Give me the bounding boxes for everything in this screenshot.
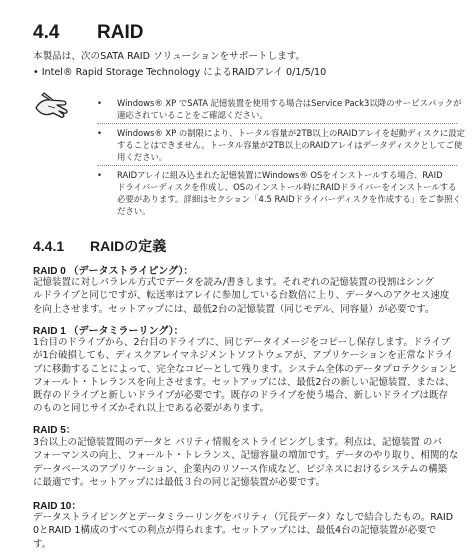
body-line: 1台目のドライブから、2台目のドライブに、同じデータイメージをコピーし保存します。ドライブ — [33, 337, 451, 348]
section-heading — [33, 22, 143, 44]
body-line: データベースのアプリケーション、企業内のリソース作成など、ビジネスにおけるシステムの構築 — [33, 463, 448, 475]
body-line: 0とRAID 1構成のすべての利点が得られます。セットアップには、最低4台の記憶装置が必要で — [33, 525, 437, 537]
raid5-description — [33, 436, 459, 489]
note-line: ださい。 — [117, 206, 151, 216]
raid10-title: RAID 10： — [33, 501, 82, 512]
body-line: フォーマンスの向上、フォールト・トレランス、記憶容量の増加です。データのやり取り、相関的な — [33, 450, 459, 462]
body-line: す。 — [33, 538, 52, 550]
section-title: RAID — [97, 22, 144, 43]
body-line: ブに移動することによって、完全なコピーとして残ります。システム全体のデータプロテクションと — [33, 363, 458, 375]
bullet: • — [97, 128, 102, 138]
raid1-title: RAID 1 （データミラーリング）： — [33, 326, 184, 337]
subsection-heading — [33, 236, 166, 256]
pencil-hand-icon — [33, 92, 77, 122]
body-line: 記憶装置に対しパラレル方式でデータを読み/書きします。それぞれの記憶装置の役割はシング — [33, 277, 434, 288]
note-line: 用ください。 — [117, 152, 168, 162]
intro-text: 本製品は、次のSATA RAID ソリューションをサポートします。 — [33, 51, 306, 62]
raid0-title: RAID 0 （データストライピング）： — [33, 266, 194, 277]
body-line: データストライピングとデータミラーリングをパリティ（冗長データ）なしで結合したもの。RAID — [33, 512, 454, 523]
body-line: 既存のドライブと新しいドライブが必要です。既存のドライブを使う場合、新しいドライブは既存 — [33, 390, 448, 402]
raid1-description — [33, 336, 458, 416]
note-line: RAIDアレイに組み込まれた記憶装置にWindows® OSをインストールする場合、RAID — [117, 170, 443, 180]
body-line: のものと同じサイズかそれ以上である必要があります。 — [33, 403, 269, 415]
bullet: • — [97, 98, 102, 108]
section-number: 4.4 — [33, 22, 60, 43]
raid10-description — [33, 511, 453, 551]
note-divider — [97, 165, 457, 166]
note-line: することはできません。トータル容量が2TB以上のRAIDアレイはデータディスクとしてご使 — [117, 140, 463, 150]
note-divider — [97, 123, 457, 124]
subsection-number: 4.4.1 — [33, 238, 65, 254]
raid0-description — [33, 276, 453, 316]
bullet: • — [97, 170, 102, 180]
body-line: ルドライブと同じですが、転送率はアレイに参加している台数倍に上り、データへのアクセス速度 — [33, 290, 450, 302]
note-line: Windows® XP の制限により、トータル容量が2TB以上のRAIDアレイを起動ディスクに設定 — [117, 128, 466, 138]
intro-bullet: • Intel® Rapid Storage Technology によるRAIDアレイ 0/1/5/10 — [33, 67, 327, 78]
note-line: ドライバーディスクを作成し、OSのインストール時にRAIDドライバーをインストールする — [117, 182, 457, 192]
subsection-title: RAIDの定義 — [90, 238, 167, 254]
body-line: フォールト・トレランスを向上させます。セットアップには、最低2台の新しい記憶装置、または、 — [33, 376, 455, 388]
note-line: 必要があります。詳細はセクション「4.5 RAIDドライバーディスクを作成する」をご参照く — [117, 194, 462, 204]
body-line: に最適です。セットアップには最低３台の同じ記憶装置が必要です。 — [33, 476, 326, 488]
body-line: を向上させます。セットアップには、最低2台の記憶装置（同じモデル、同容量）が必要です。 — [33, 303, 435, 315]
body-line: 3台以上の記憶装置間のデータと パリティ情報をストライピングします。利点は、記憶装置 のパ — [33, 437, 442, 448]
note-line: 適応されていることをご確認ください。 — [117, 110, 268, 120]
raid5-title: RAID 5： — [33, 425, 76, 436]
note-line: Windows® XP でSATA 記憶装置を使用する場合はService Pack3以降のサービスパックが — [117, 98, 462, 108]
body-line: が1台破損しても、ディスクアレイマネジメントソフトウェアが、アプリケーションを正常なドライ — [33, 350, 454, 362]
